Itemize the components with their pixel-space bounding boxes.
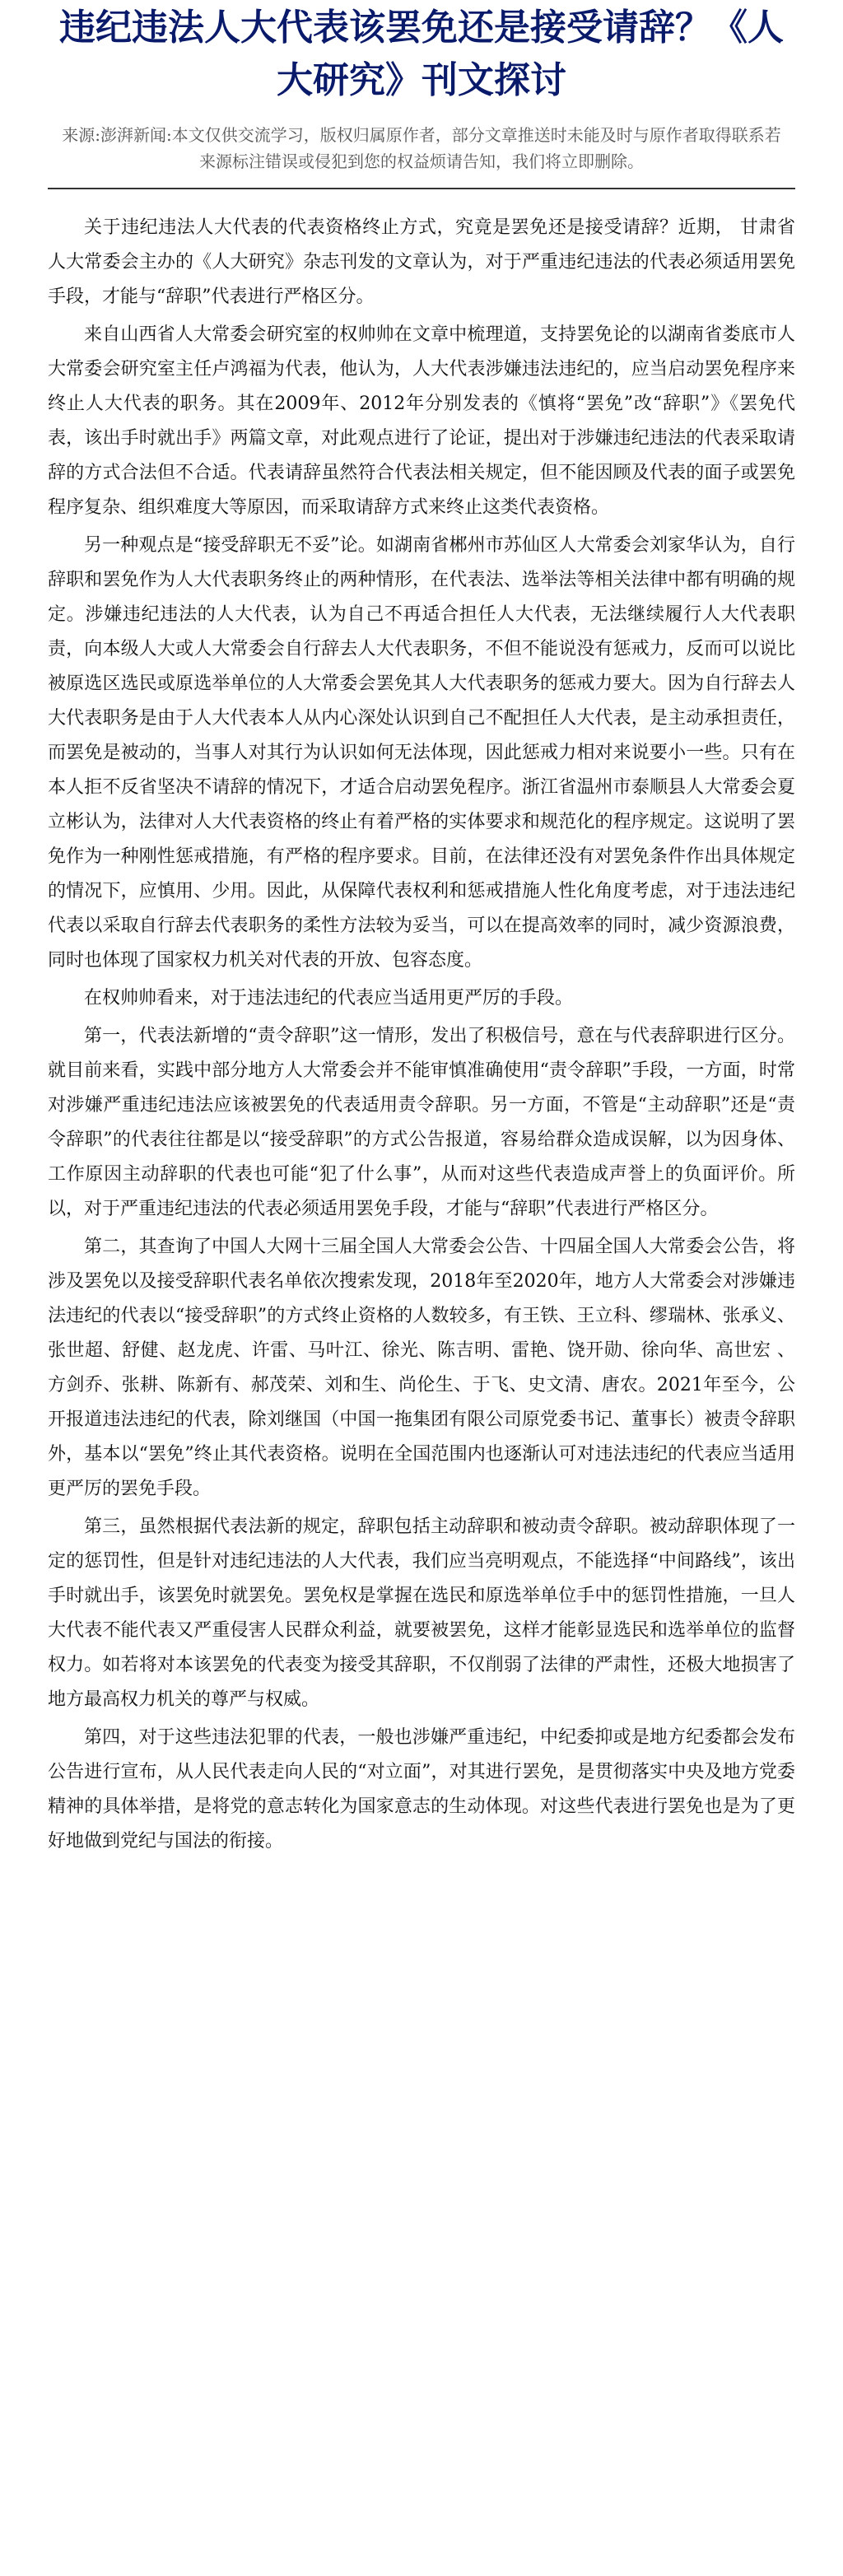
paragraph: 第二，其查询了中国人大网十三届全国人大常委会公告、十四届全国人大常委会公告，将涉及罢免以及接受辞职代表名单依次搜索发现，2018年至2020年，地方人大常委会对涉嫌违法违纪的代表以“接受辞职”的方式终止资格的人数较多，有王铁、王立科、缪瑞林、张承义、张世超、舒健、赵龙虎、许雷、马叶江、徐光、陈吉明、雷艳、饶开勋、徐向华、高世宏 、方剑乔、张耕、陈新有、郝茂荣、刘和生、尚伦生、于飞、史文清、唐农。2021年至今，公开报道违法违纪的代表，除刘继国（中国一拖集团有限公司原党委书记、董事长）被责令辞职外，基本以“罢免”终止其代表资格。说明在全国范围内也逐渐认可对违法违纪的代表应当适用更严厉的罢免手段。	[48, 1237, 795, 1499]
paragraph: 第三，虽然根据代表法新的规定，辞职包括主动辞职和被动责令辞职。被动辞职体现了一定的惩罚性，但是针对违纪违法的人大代表，我们应当亮明观点，不能选择“中间路线”，该出手时就出手，该罢免时就罢免。罢免权是掌握在选民和原选举单位手中的惩罚性措施，一旦人大代表不能代表又严重侵害人民群众利益，就要被罢免，这样才能彰显选民和选举单位的监督权力。如若将对本该罢免的代表变为接受其辞职，不仅削弱了法律的严肃性，还极大地损害了地方最高权力机关的尊严与权威。	[48, 1516, 795, 1710]
source-note: 来源:澎湃新闻:本文仅供交流学习，版权归属原作者，部分文章推送时未能及时与原作者取得联系若来源标注错误或侵犯到您的权益烦请告知，我们将立即删除。	[62, 125, 781, 171]
paragraph: 另一种观点是“接受辞职无不妥”论。如湖南省郴州市苏仙区人大常委会刘家华认为，自行辞职和罢免作为人大代表职务终止的两种情形，在代表法、选举法等相关法律中都有明确的规定。涉嫌违纪违法的人大代表，认为自己不再适合担任人大代表，无法继续履行人大代表职责，向本级人大或人大常委会自行辞去人大代表职务，不但不能说没有惩戒力，反而可以说比被原选区选民或原选举单位的人大常委会罢免其人大代表职务的惩戒力要大。因为自行辞去人大代表职务是由于人大代表本人从内心深处认识到自己不配担任人大代表，是主动承担责任，而罢免是被动的，当事人对其行为认识如何无法体现，因此惩戒力相对来说要小一些。只有在本人拒不反省坚决不请辞的情况下，才适合启动罢免程序。浙江省温州市泰顺县人大常委会夏立彬认为，法律对人大代表资格的终止有着严格的实体要求和规范化的程序规定。这说明了罢免作为一种刚性惩戒措施，有严格的程序要求。目前，在法律还没有对罢免条件作出具体规定的情况下，应慎用、少用。因此，从保障代表权利和惩戒措施人性化角度考虑，对于违法违纪代表以采取自行辞去代表职务的柔性方法较为妥当，可以在提高效率的同时，减少资源浪费，同时也体现了国家权力机关对代表的开放、包容态度。	[48, 535, 795, 971]
paragraph: 关于违纪违法人大代表的代表资格终止方式，究竟是罢免还是接受请辞？近期， 甘肃省人大常委会主办的《人大研究》杂志刊发的文章认为，对于严重违纪违法的代表必须适用罢免手段，才能与“辞职”代表进行严格区分。	[48, 217, 795, 307]
paragraph: 在权帅帅看来，对于违法违纪的代表应当适用更严厉的手段。	[84, 988, 574, 1009]
paragraph: 第四，对于这些违法犯罪的代表，一般也涉嫌严重违纪，中纪委抑或是地方纪委都会发布公告进行宣布，从人民代表走向人民的“对立面”，对其进行罢免，是贯彻落实中央及地方党委精神的具体举措，是将党的意志转化为国家意志的生动体现。对这些代表进行罢免也是为了更好地做到党纪与国法的衔接。	[48, 1727, 795, 1852]
paragraph: 来自山西省人大常委会研究室的权帅帅在文章中梳理道，支持罢免论的以湖南省娄底市人大常委会研究室主任卢鸿福为代表，他认为，人大代表涉嫌违法违纪的，应当启动罢免程序来终止人大代表的职务。其在2009年、2012年分别发表的《慎将“罢免”改“辞职”》《罢免代表，该出手时就出手》两篇文章，对此观点进行了论证，提出对于涉嫌违纪违法的代表采取请辞的方式合法但不合适。代表请辞虽然符合代表法相关规定，但不能因顾及代表的面子或罢免程序复杂、组织难度大等原因，而采取请辞方式来终止这类代表资格。	[48, 324, 795, 518]
article-title: 违纪违法人大代表该罢免还是接受请辞？《人大研究》刊文探讨	[59, 7, 784, 101]
article-body	[48, 211, 795, 1859]
paragraph: 第一，代表法新增的“责令辞职”这一情形，发出了积极信号，意在与代表辞职进行区分。就目前来看，实践中部分地方人大常委会并不能审慎准确使用“责令辞职”手段，一方面，时常对涉嫌严重违纪违法应该被罢免的代表适用责令辞职。另一方面，不管是“主动辞职”还是“责令辞职”的代表往往都是以“接受辞职”的方式公告报道，容易给群众造成误解，以为因身体、工作原因主动辞职的代表也可能“犯了什么事”，从而对这些代表造成声誉上的负面评价。所以，对于严重违纪违法的代表必须适用罢免手段，才能与“辞职”代表进行严格区分。	[48, 1026, 795, 1219]
divider	[48, 188, 795, 189]
